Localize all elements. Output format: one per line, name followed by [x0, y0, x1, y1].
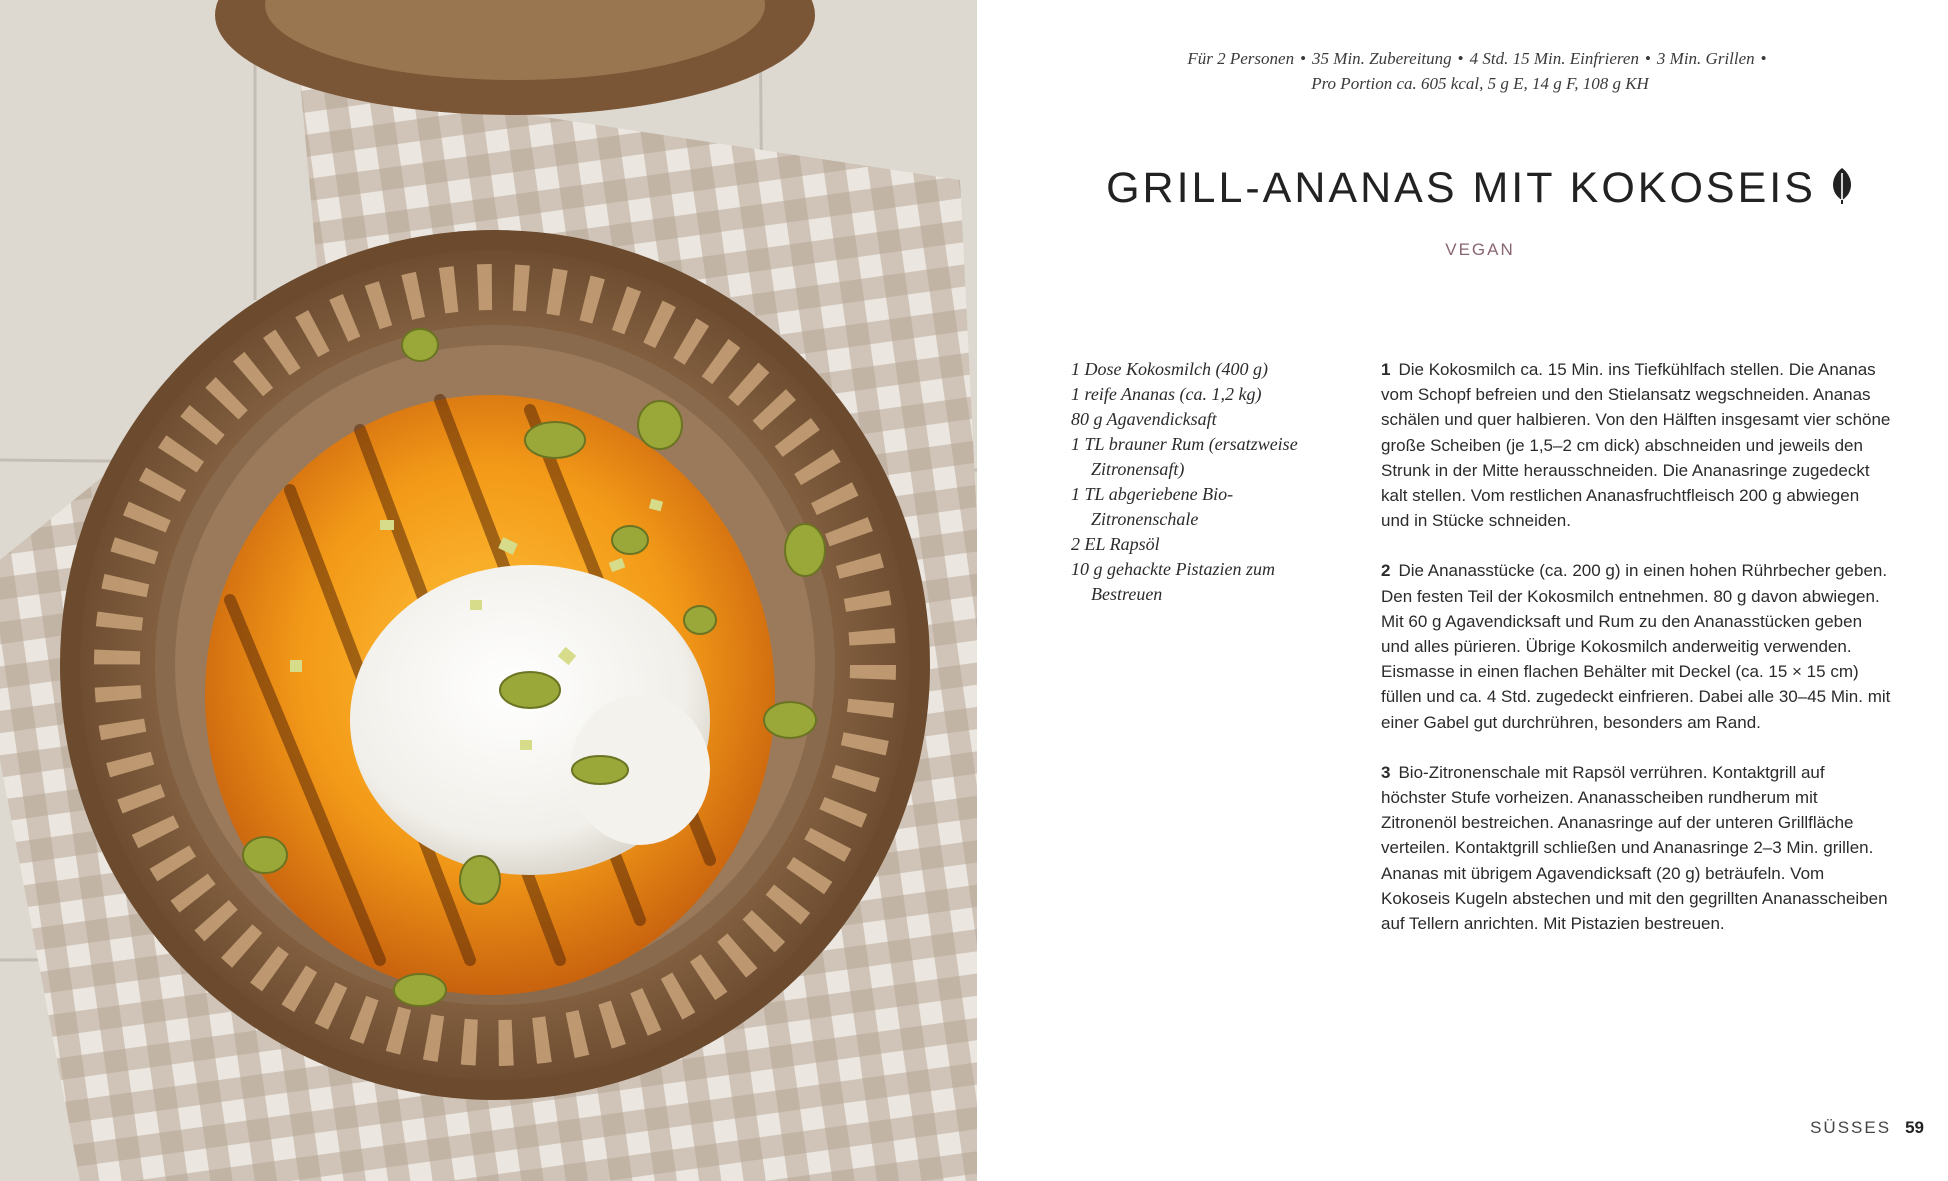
separator-dot: •: [1760, 49, 1767, 68]
nutrition-info: Pro Portion ca. 605 kcal, 5 g E, 14 g F, 108 g KH: [1311, 74, 1649, 93]
instruction-steps: [1381, 357, 1891, 961]
recipe-meta: [1050, 46, 1910, 96]
step-text: Die Ananasstücke (ca. 200 g) in einen hohen Rührbecher geben. Den festen Teil der Kokosmilch entnehmen. 80 g davon abwiegen. Mit 60 g Agavendicksaft und Rum zu den Ananasstücken geben und alles pürieren. Übrige Kokosmilch anderweitig verwenden. Eismasse in einen flachen Behälter mit Deckel (ca. 15 × 15 cm) füllen und ca. 4 Std. zugedeckt einfrieren. Dabei alle 30–45 Min. mit einer Gabel gut durchrühren, besonders am Rand.: [1381, 561, 1891, 732]
page-footer: [1810, 1118, 1924, 1138]
step-1: [1381, 357, 1891, 533]
title-row: [1050, 164, 1910, 213]
meta-line-1: [1050, 46, 1910, 71]
section-name: SÜSSES: [1810, 1118, 1892, 1137]
step-text: Die Kokosmilch ca. 15 Min. ins Tiefkühlfach stellen. Die Ananas vom Schopf befreien und den Stielansatz wegschneiden. Ananas schälen und quer halbieren. Von den Hälften insgesamt vier schöne große Scheiben (je 1,5–2 cm dick) abschneiden und jeweils den Strunk in der Mitte herausschneiden. Die Ananasringe zugedeckt kalt stellen. Vom restlichen Ananasfruchtfleisch 200 g abwiegen und in Stücke schneiden.: [1381, 360, 1891, 531]
step-text: Bio-Zitronenschale mit Rapsöl verrühren. Kontaktgrill auf höchster Stufe vorheizen. Ananasscheiben rundherum mit Zitronenöl bestreichen. Ananasringe auf der unteren Grillfläche verteilen. Kontaktgrill schließen und Ananasringe 2–3 Min. grillen. Ananas mit übrigem Agavendicksaft (20 g) beträufeln. Vom Kokoseis Kugeln abstechen und mit den gegrillten Ananasscheiben auf Tellern anrichten. Mit Pistazien bestreuen.: [1381, 762, 1888, 934]
ingredient-item: 10 g gehackte Pistazien zum Bestreuen: [1071, 559, 1275, 604]
recipe-title: GRILL-ANANAS MIT KOKOSEIS: [1106, 164, 1816, 212]
ingredient-item: 1 reife Ananas (ca. 1,2 kg): [1071, 384, 1262, 404]
servings: Für 2 Personen: [1187, 49, 1295, 68]
freeze-time: 4 Std. 15 Min. Einfrieren: [1469, 49, 1639, 68]
step-3: [1381, 760, 1891, 936]
ingredient-item: 1 TL brauner Rum (ersatzweise Zitronensaft): [1071, 434, 1298, 479]
step-number: 1: [1381, 360, 1391, 379]
ingredient-item: 1 TL abgeriebene Bio-Zitronenschale: [1071, 484, 1234, 529]
grill-time: 3 Min. Grillen: [1656, 49, 1755, 68]
leaf-icon: [1830, 167, 1854, 210]
ingredient-item: 2 EL Rapsöl: [1071, 534, 1160, 554]
prep-time: 35 Min. Zubereitung: [1312, 49, 1452, 68]
page-number: 59: [1905, 1118, 1924, 1137]
ingredient-item: 80 g Agavendicksaft: [1071, 409, 1217, 429]
step-number: 2: [1381, 561, 1391, 581]
separator-dot: •: [1300, 49, 1307, 68]
separator-dot: •: [1644, 49, 1651, 68]
ingredient-item: 1 Dose Kokosmilch (400 g): [1071, 359, 1268, 379]
step-2: [1381, 558, 1891, 734]
ingredient-list: [1071, 357, 1331, 607]
step-number: 3: [1381, 762, 1391, 782]
separator-dot: •: [1457, 49, 1464, 68]
recipe-subtitle: VEGAN: [1445, 240, 1515, 259]
